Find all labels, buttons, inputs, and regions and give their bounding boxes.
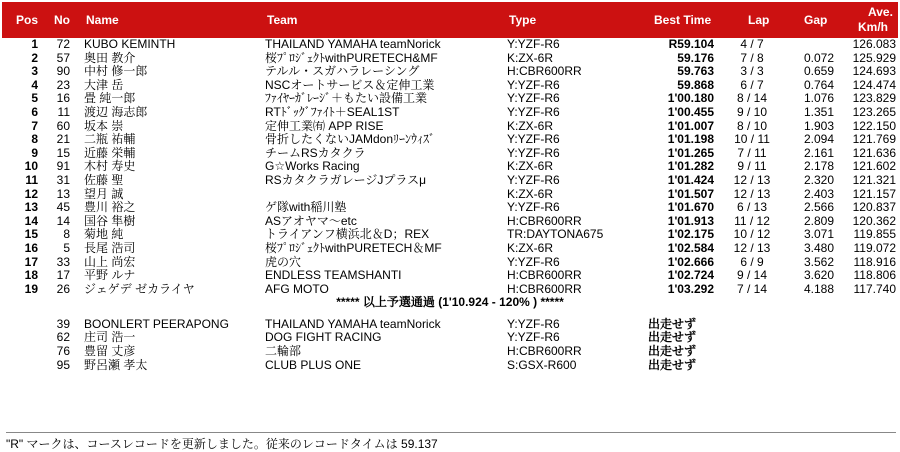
cell-gap: 1.076 <box>803 91 834 106</box>
cell-name: 坂本 崇 <box>84 118 124 133</box>
cell-lap: 7 / 8 <box>740 50 764 65</box>
cell-gap: 0.764 <box>803 77 834 92</box>
table-row <box>0 120 900 134</box>
cell-type: H:CBR600RR <box>507 213 582 228</box>
cell-no: 62 <box>56 330 70 345</box>
cell-ave: 118.806 <box>853 268 896 283</box>
cell-status: 出走せず <box>648 344 697 359</box>
cell-team: 桜ﾌﾟﾛｼﾞｪｸﾄwithPURETECH＆MF <box>265 240 442 255</box>
cell-lap: 10 / 11 <box>734 132 770 147</box>
cell-best: 1'01.670 <box>667 200 714 215</box>
cell-type: Y:YZF-R6 <box>507 132 560 147</box>
dns-row <box>0 345 900 359</box>
table-row <box>0 106 900 120</box>
cell-team: NSCオートサービス＆定伸工業 <box>265 77 435 92</box>
cell-team: 虎の穴 <box>265 254 302 269</box>
cell-lap: 12 / 13 <box>733 172 771 187</box>
cell-gap: 2.566 <box>803 200 834 215</box>
cell-pos: 4 <box>31 77 38 92</box>
cell-lap: 9 / 14 <box>736 268 768 283</box>
cell-name: 豊留 丈彦 <box>84 344 136 359</box>
cell-pos: 14 <box>24 213 38 228</box>
cell-no: 16 <box>56 91 70 106</box>
cell-no: 21 <box>56 132 70 147</box>
header-best-time: Best Time <box>654 13 712 27</box>
cell-type: Y:YZF-R6 <box>507 254 560 269</box>
cell-no: 39 <box>56 316 70 331</box>
cell-name: 渡辺 海志郎 <box>84 104 148 119</box>
cell-name: ジェゲデ ゼカライヤ <box>84 281 195 296</box>
cell-type: H:CBR600RR <box>507 64 582 79</box>
cell-best: 59.763 <box>677 64 714 79</box>
cell-pos: 18 <box>24 268 38 283</box>
results-table <box>0 38 900 372</box>
cell-lap: 6 / 9 <box>740 254 764 269</box>
cell-lap: 11 / 12 <box>734 213 770 228</box>
cell-no: 95 <box>56 357 70 372</box>
cell-best: 1'01.265 <box>667 145 714 160</box>
cell-best: 1'02.666 <box>667 254 714 269</box>
cell-lap: 12 / 13 <box>733 186 771 201</box>
cell-ave: 119.072 <box>853 240 896 255</box>
cell-team: ゲ隊with稲川塾 <box>265 200 347 215</box>
cell-pos: 6 <box>31 104 38 119</box>
table-row <box>0 215 900 229</box>
cell-ave: 126.083 <box>852 37 896 51</box>
cell-name: 野呂瀬 孝太 <box>84 357 148 372</box>
cell-type: Y:YZF-R6 <box>507 145 560 160</box>
cell-team: THAILAND YAMAHA teamNorick <box>265 316 441 331</box>
cell-lap: 6 / 13 <box>736 200 768 215</box>
cell-best: 1'02.175 <box>667 227 714 242</box>
cell-best: 1'03.292 <box>667 281 714 296</box>
footnote: "R" マークは、コースレコードを更新しました。従来のレコードタイムは 59.137 <box>6 432 896 452</box>
cell-name: 菊地 純 <box>84 227 124 242</box>
cell-type: Y:YZF-R6 <box>507 316 560 331</box>
cell-team: AFG MOTO <box>265 281 329 296</box>
cell-type: Y:YZF-R6 <box>507 37 560 51</box>
table-row <box>0 160 900 174</box>
cell-no: 45 <box>56 200 70 215</box>
cell-gap: 1.903 <box>803 118 834 133</box>
cell-lap: 3 / 3 <box>740 64 764 79</box>
cell-team: チームRSカタクラ <box>265 145 366 160</box>
header-pos: Pos <box>16 13 39 27</box>
cell-name: 望月 誠 <box>84 186 124 201</box>
cell-gap: 1.351 <box>803 104 834 119</box>
cell-pos: 1 <box>31 37 38 51</box>
cell-type: Y:YZF-R6 <box>507 330 560 345</box>
cell-ave: 120.362 <box>852 213 896 228</box>
cell-name: 木村 寿史 <box>84 159 136 174</box>
cell-ave: 124.693 <box>852 64 896 79</box>
cell-gap: 2.320 <box>803 172 834 187</box>
cell-team: 二輪部 <box>265 344 302 359</box>
cell-pos: 19 <box>24 281 38 296</box>
cell-type: TR:DAYTONA675 <box>507 227 604 242</box>
cell-no: 17 <box>56 268 70 283</box>
cell-no: 91 <box>56 159 70 174</box>
cell-team: G☆Works Racing <box>265 159 360 174</box>
cell-ave: 123.829 <box>852 91 896 106</box>
cell-ave: 117.740 <box>853 281 896 296</box>
cell-best: 59.176 <box>677 50 714 65</box>
cell-ave: 124.474 <box>852 77 896 92</box>
cell-team: トライアンフ横浜北＆D；REX <box>265 227 430 242</box>
header-name: Name <box>86 13 119 27</box>
table-row <box>0 79 900 93</box>
table-row <box>0 65 900 79</box>
cell-ave: 121.157 <box>852 186 896 201</box>
cell-type: K:ZX-6R <box>507 50 554 65</box>
cell-ave: 125.929 <box>852 50 896 65</box>
cell-lap: 7 / 11 <box>737 145 767 160</box>
cell-pos: 9 <box>31 145 38 160</box>
cell-pos: 8 <box>31 132 38 147</box>
cell-name: 大津 岳 <box>84 77 124 92</box>
header-ave-line1: Ave. <box>868 5 893 19</box>
cell-best: 1'01.282 <box>667 159 714 174</box>
cell-gap: 2.178 <box>803 159 834 174</box>
cell-type: Y:YZF-R6 <box>507 172 560 187</box>
table-row <box>0 256 900 270</box>
cell-team: ﾌｧｲﾔｰｶﾞﾚｰｼﾞ＋もたい設備工業 <box>265 91 428 106</box>
cell-best: R59.104 <box>668 37 714 51</box>
table-row <box>0 147 900 161</box>
cell-team: RTﾄﾞｯｸﾞﾌｧｲﾄ＋SEAL1ST <box>265 104 400 119</box>
cell-type: H:CBR600RR <box>507 344 582 359</box>
dns-row <box>0 318 900 332</box>
cell-type: S:GSX-R600 <box>507 357 577 372</box>
cell-ave: 119.855 <box>853 227 896 242</box>
cell-status: 出走せず <box>648 357 697 372</box>
cell-no: 33 <box>56 254 70 269</box>
cell-status: 出走せず <box>648 330 697 345</box>
table-row <box>0 269 900 283</box>
cell-pos: 17 <box>24 254 38 269</box>
dns-row <box>0 331 900 345</box>
header-team: Team <box>267 13 298 27</box>
cell-lap: 8 / 10 <box>736 118 768 133</box>
cell-pos: 12 <box>24 186 38 201</box>
cell-type: Y:YZF-R6 <box>507 91 560 106</box>
cell-ave: 121.321 <box>852 172 896 187</box>
cell-no: 14 <box>56 213 70 228</box>
cell-name: 近藤 栄輔 <box>84 145 136 160</box>
table-row <box>0 38 900 52</box>
cell-name: 庄司 浩一 <box>84 330 136 345</box>
cell-best: 1'01.913 <box>667 213 714 228</box>
cell-gap: 4.188 <box>803 281 834 296</box>
cell-pos: 15 <box>24 227 38 242</box>
header-type: Type <box>509 13 537 27</box>
cell-gap: 3.620 <box>803 268 834 283</box>
cell-ave: 121.636 <box>852 145 896 160</box>
cell-team: ASアオヤマ～etc <box>265 213 357 228</box>
cell-gap: 0.072 <box>803 50 834 65</box>
table-row <box>0 92 900 106</box>
cell-lap: 10 / 12 <box>733 227 771 242</box>
cell-team: テルル・スガハラレーシング <box>265 64 420 79</box>
cell-no: 60 <box>56 118 70 133</box>
cell-pos: 2 <box>31 50 38 65</box>
table-row <box>0 201 900 215</box>
cell-pos: 13 <box>24 200 38 215</box>
cell-type: Y:YZF-R6 <box>507 77 560 92</box>
cell-name: 山上 尚宏 <box>84 254 136 269</box>
cell-lap: 6 / 7 <box>740 77 764 92</box>
cell-name: KUBO KEMINTH <box>84 37 176 51</box>
cell-ave: 122.150 <box>852 118 896 133</box>
header-gap: Gap <box>804 13 828 27</box>
cell-lap: 7 / 14 <box>736 281 768 296</box>
cell-team: THAILAND YAMAHA teamNorick <box>265 37 441 51</box>
cell-ave: 118.916 <box>853 254 896 269</box>
cell-team: 定伸工業㈲ APP RISE <box>265 118 384 133</box>
cell-type: K:ZX-6R <box>507 159 554 174</box>
cell-pos: 5 <box>31 91 38 106</box>
cell-best: 1'01.007 <box>667 118 714 133</box>
cell-no: 31 <box>56 172 70 187</box>
header-ave-line2: Km/h <box>858 20 888 34</box>
cell-no: 11 <box>57 104 70 119</box>
cell-gap: 2.403 <box>803 186 834 201</box>
dns-row <box>0 359 900 373</box>
cell-team: 骨折したくないJAMdonﾘｰﾝｳｨｽﾞ <box>265 132 436 147</box>
cell-no: 72 <box>56 37 70 51</box>
table-row <box>0 133 900 147</box>
cell-lap: 4 / 7 <box>740 37 764 51</box>
table-row <box>0 188 900 202</box>
cell-lap: 9 / 11 <box>737 159 767 174</box>
cell-pos: 16 <box>24 240 38 255</box>
cell-no: 57 <box>56 50 70 65</box>
cell-pos: 3 <box>31 64 38 79</box>
cell-lap: 8 / 14 <box>736 91 768 106</box>
cell-best: 1'02.584 <box>667 240 714 255</box>
cell-pos: 11 <box>25 172 38 187</box>
cell-name: 畳 純一郎 <box>84 91 136 106</box>
table-row <box>0 228 900 242</box>
cell-gap: 2.161 <box>803 145 834 160</box>
cell-team: 桜ﾌﾟﾛｼﾞｪｸﾄwithPURETECH&MF <box>265 50 438 65</box>
cell-team: DOG FIGHT RACING <box>265 330 382 345</box>
cell-no: 15 <box>56 145 70 160</box>
cell-no: 8 <box>63 227 70 242</box>
cell-best: 1'00.180 <box>667 91 714 106</box>
cell-type: H:CBR600RR <box>507 268 582 283</box>
cell-name: 平野 ルナ <box>84 268 136 283</box>
cell-no: 26 <box>56 281 70 296</box>
cell-best: 1'01.507 <box>667 186 714 201</box>
cell-ave: 120.837 <box>852 200 896 215</box>
header-no: No <box>54 13 70 27</box>
cell-gap: 2.094 <box>803 132 834 147</box>
cell-no: 13 <box>56 186 70 201</box>
cell-type: H:CBR600RR <box>507 281 582 296</box>
cell-type: K:ZX-6R <box>507 240 554 255</box>
cell-gap: 2.809 <box>803 213 834 228</box>
header-lap: Lap <box>748 13 770 27</box>
cell-name: 長尾 浩司 <box>84 240 136 255</box>
cell-no: 5 <box>63 240 70 255</box>
cell-pos: 10 <box>24 159 38 174</box>
cell-team: ENDLESS TEAMSHANTI <box>265 268 402 283</box>
cell-best: 1'01.424 <box>667 172 714 187</box>
cell-name: 国谷 隼樹 <box>84 213 136 228</box>
cell-best: 1'00.455 <box>667 104 714 119</box>
cell-name: 豊川 裕之 <box>84 200 136 215</box>
cell-name: 奥田 教介 <box>84 50 136 65</box>
cell-type: K:ZX-6R <box>507 186 554 201</box>
cell-pos: 7 <box>31 118 38 133</box>
cell-type: K:ZX-6R <box>507 118 554 133</box>
cell-ave: 121.602 <box>852 159 896 174</box>
cell-best: 1'02.724 <box>667 268 714 283</box>
cell-no: 90 <box>56 64 70 79</box>
cell-best: 59.868 <box>677 77 714 92</box>
cell-gap: 3.071 <box>803 227 834 242</box>
cell-gap: 0.659 <box>803 64 834 79</box>
cell-team: CLUB PLUS ONE <box>265 357 362 372</box>
cell-type: Y:YZF-R6 <box>507 104 560 119</box>
cell-gap: 3.562 <box>803 254 834 269</box>
table-row <box>0 242 900 256</box>
cell-no: 76 <box>56 344 70 359</box>
cell-name: 佐藤 聖 <box>84 172 124 187</box>
cell-status: 出走せず <box>648 316 697 331</box>
cell-ave: 121.769 <box>852 132 896 147</box>
cell-name: 二瓶 祐輔 <box>84 132 136 147</box>
cell-lap: 12 / 13 <box>733 240 771 255</box>
cell-team: RSカタクラガレージJプラスμ <box>265 172 426 187</box>
table-row <box>0 174 900 188</box>
cell-name: 中村 修一郎 <box>84 64 148 79</box>
cell-gap: 3.480 <box>803 240 834 255</box>
cell-no: 23 <box>56 77 70 92</box>
cell-lap: 9 / 10 <box>736 104 768 119</box>
qualify-separator: ***** 以上予選通過 (1'10.924 - 120% ) ***** <box>336 295 564 310</box>
cell-ave: 123.265 <box>852 104 896 119</box>
cell-type: Y:YZF-R6 <box>507 200 560 215</box>
cell-name: BOONLERT PEERAPONG <box>84 316 229 331</box>
results-header <box>2 2 898 38</box>
cell-best: 1'01.198 <box>667 132 714 147</box>
